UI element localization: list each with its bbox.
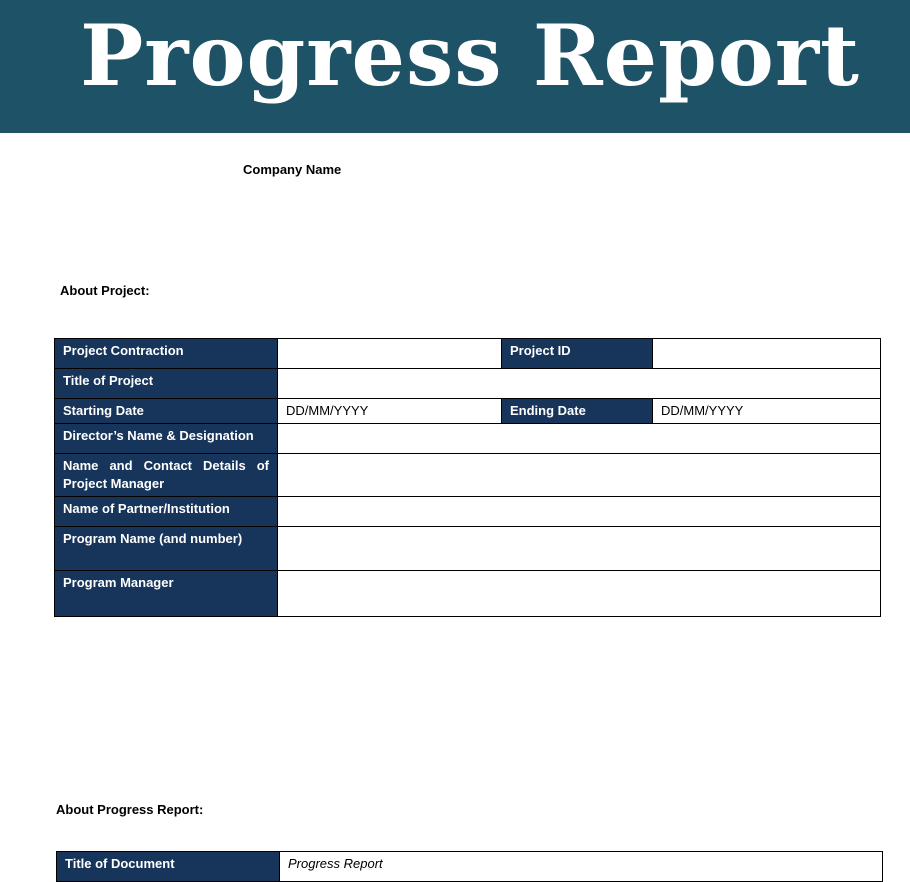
project-id-field[interactable] [653,339,881,369]
about-progress-report-heading: About Progress Report: [56,802,204,817]
project-contraction-field[interactable] [278,339,502,369]
page-title: Progress Report [80,6,860,105]
project-manager-field[interactable] [278,454,881,497]
table-row [55,497,881,527]
title-of-project-label: Title of Project [55,369,278,399]
director-label: Director’s Name & Designation [55,424,278,454]
company-name: Company Name [243,162,342,177]
table-row [55,369,881,399]
program-manager-field[interactable] [278,571,881,617]
ending-date-field[interactable]: DD/MM/YYYY [653,399,881,424]
table-row [57,852,883,882]
about-project-heading: About Project: [60,283,150,298]
partner-field[interactable] [278,497,881,527]
title-of-project-field[interactable] [278,369,881,399]
project-info-table [54,338,881,617]
partner-label: Name of Partner/Institution [55,497,278,527]
project-contraction-label: Project Contraction [55,339,278,369]
table-row [55,339,881,369]
starting-date-label: Starting Date [55,399,278,424]
progress-report-table [56,851,883,882]
table-row [55,454,881,497]
program-manager-label: Program Manager [55,571,278,617]
table-row [55,424,881,454]
starting-date-field[interactable]: DD/MM/YYYY [278,399,502,424]
table-row [55,527,881,571]
project-id-label: Project ID [502,339,653,369]
title-of-document-field[interactable]: Progress Report [280,852,883,882]
table-row [55,399,881,424]
header-banner [0,0,910,133]
program-name-field[interactable] [278,527,881,571]
title-of-document-label: Title of Document [57,852,280,882]
table-row [55,571,881,617]
director-field[interactable] [278,424,881,454]
ending-date-label: Ending Date [502,399,653,424]
project-manager-label: Name and Contact Details of Project Manager [55,454,278,497]
program-name-label: Program Name (and number) [55,527,278,571]
